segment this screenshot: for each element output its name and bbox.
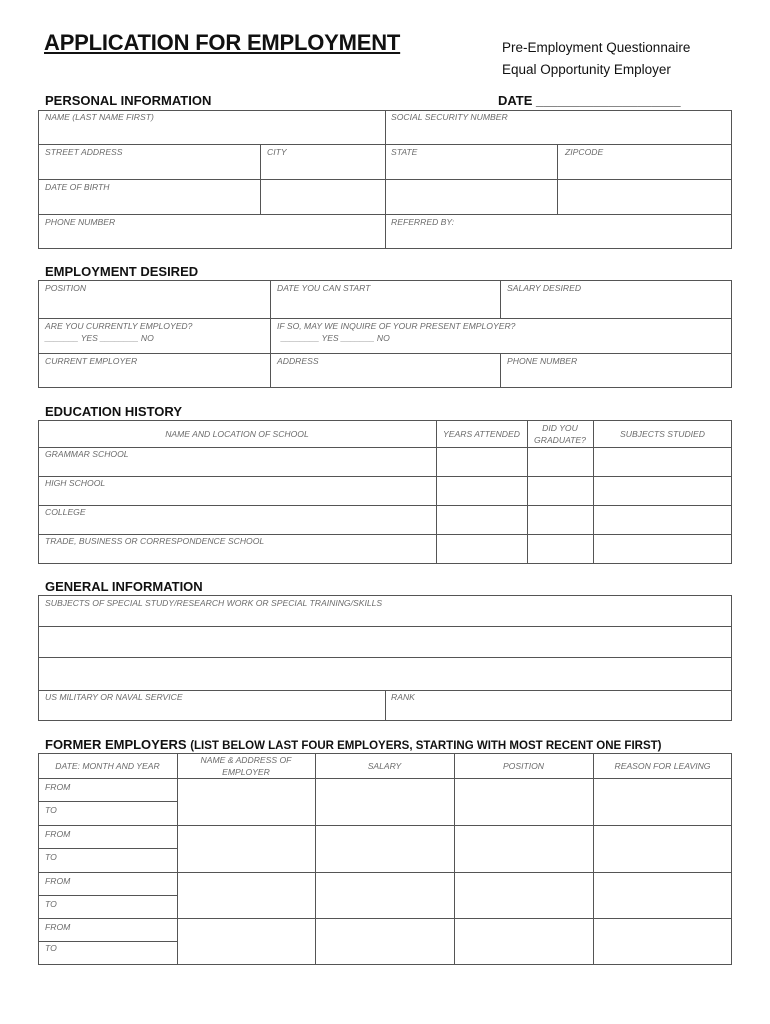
military-service-field[interactable]: US MILITARY OR NAVAL SERVICE (45, 692, 183, 702)
date-field[interactable]: DATE ____________________ (498, 93, 681, 108)
position-field[interactable]: POSITION (45, 283, 87, 293)
employer-phone-field[interactable]: PHONE NUMBER (507, 356, 578, 366)
rank-field[interactable]: RANK (391, 692, 415, 702)
employer4-to[interactable]: TO (45, 943, 57, 953)
employer-address-field[interactable]: ADDRESS (277, 356, 319, 366)
street-field[interactable]: STREET ADDRESS (45, 147, 123, 157)
employer1-to[interactable]: TO (45, 805, 57, 815)
employer2-to[interactable]: TO (45, 852, 57, 862)
zip-field[interactable]: ZIPCODE (565, 147, 604, 157)
inquire-label: IF SO, MAY WE INQUIRE OF YOUR PRESENT EMPLOYER? (277, 321, 516, 331)
col-employer-line2: EMPLOYER (222, 767, 270, 777)
section-general-heading: GENERAL INFORMATION (45, 579, 203, 594)
section-employment-heading: EMPLOYMENT DESIRED (45, 264, 199, 279)
former-employers-note: (LIST BELOW LAST FOUR EMPLOYERS, STARTING WITH MOST RECENT ONE FIRST) (190, 740, 662, 752)
employer3-from[interactable]: FROM (45, 876, 71, 886)
col-school: NAME AND LOCATION OF SCHOOL (165, 429, 309, 439)
name-field[interactable]: NAME (LAST NAME FIRST) (45, 112, 154, 122)
col-graduate-line2: GRADUATE? (534, 435, 586, 445)
col-employer-line1: NAME & ADDRESS OF (200, 755, 292, 765)
dob-field[interactable]: DATE OF BIRTH (45, 182, 110, 192)
start-date-field[interactable]: DATE YOU CAN START (277, 283, 371, 293)
row-college[interactable]: COLLEGE (45, 507, 86, 517)
current-employer-field[interactable]: CURRENT EMPLOYER (45, 356, 138, 366)
former-employers-title: FORMER EMPLOYERS (45, 737, 187, 752)
city-field[interactable]: CITY (267, 147, 287, 157)
col-salary: SALARY (367, 761, 402, 771)
col-date: DATE: MONTH AND YEAR (55, 761, 160, 771)
employer4-from[interactable]: FROM (45, 922, 71, 932)
row-grammar-school[interactable]: GRAMMAR SCHOOL (45, 449, 129, 459)
state-field[interactable]: STATE (391, 147, 418, 157)
row-trade-school[interactable]: TRADE, BUSINESS OR CORRESPONDENCE SCHOOL (45, 536, 265, 546)
currently-employed-yes-no[interactable]: _______ YES ________ NO (45, 333, 154, 343)
page-title: APPLICATION FOR EMPLOYMENT (44, 30, 401, 55)
currently-employed-label: ARE YOU CURRENTLY EMPLOYED? (45, 321, 193, 331)
special-study-field[interactable]: SUBJECTS OF SPECIAL STUDY/RESEARCH WORK OR SPECIAL TRAINING/SKILLS (45, 598, 383, 608)
employer1-from[interactable]: FROM (45, 782, 71, 792)
referred-field[interactable]: REFERRED BY: (391, 217, 455, 227)
col-graduate-line1: DID YOU (542, 423, 578, 433)
subtitle-questionnaire: Pre-Employment Questionnaire (502, 40, 691, 55)
subtitle-eoe: Equal Opportunity Employer (502, 62, 671, 77)
col-years-attended: YEARS ATTENDED (443, 429, 520, 439)
col-subjects: SUBJECTS STUDIED (620, 429, 705, 439)
inquire-yes-no[interactable]: ________ YES _______ NO (281, 333, 390, 343)
employer3-to[interactable]: TO (45, 899, 57, 909)
employer2-from[interactable]: FROM (45, 829, 71, 839)
section-education-heading: EDUCATION HISTORY (45, 404, 182, 419)
former-employers-table (38, 753, 732, 965)
section-former-employers-heading (45, 737, 661, 752)
ssn-field[interactable]: SOCIAL SECURITY NUMBER (391, 112, 508, 122)
row-high-school[interactable]: HIGH SCHOOL (45, 478, 106, 488)
col-position: POSITION (502, 761, 545, 771)
section-personal-heading: PERSONAL INFORMATION (45, 93, 212, 108)
salary-desired-field[interactable]: SALARY DESIRED (507, 283, 582, 293)
col-reason-leaving: REASON FOR LEAVING (614, 761, 711, 771)
phone-field[interactable]: PHONE NUMBER (45, 217, 116, 227)
